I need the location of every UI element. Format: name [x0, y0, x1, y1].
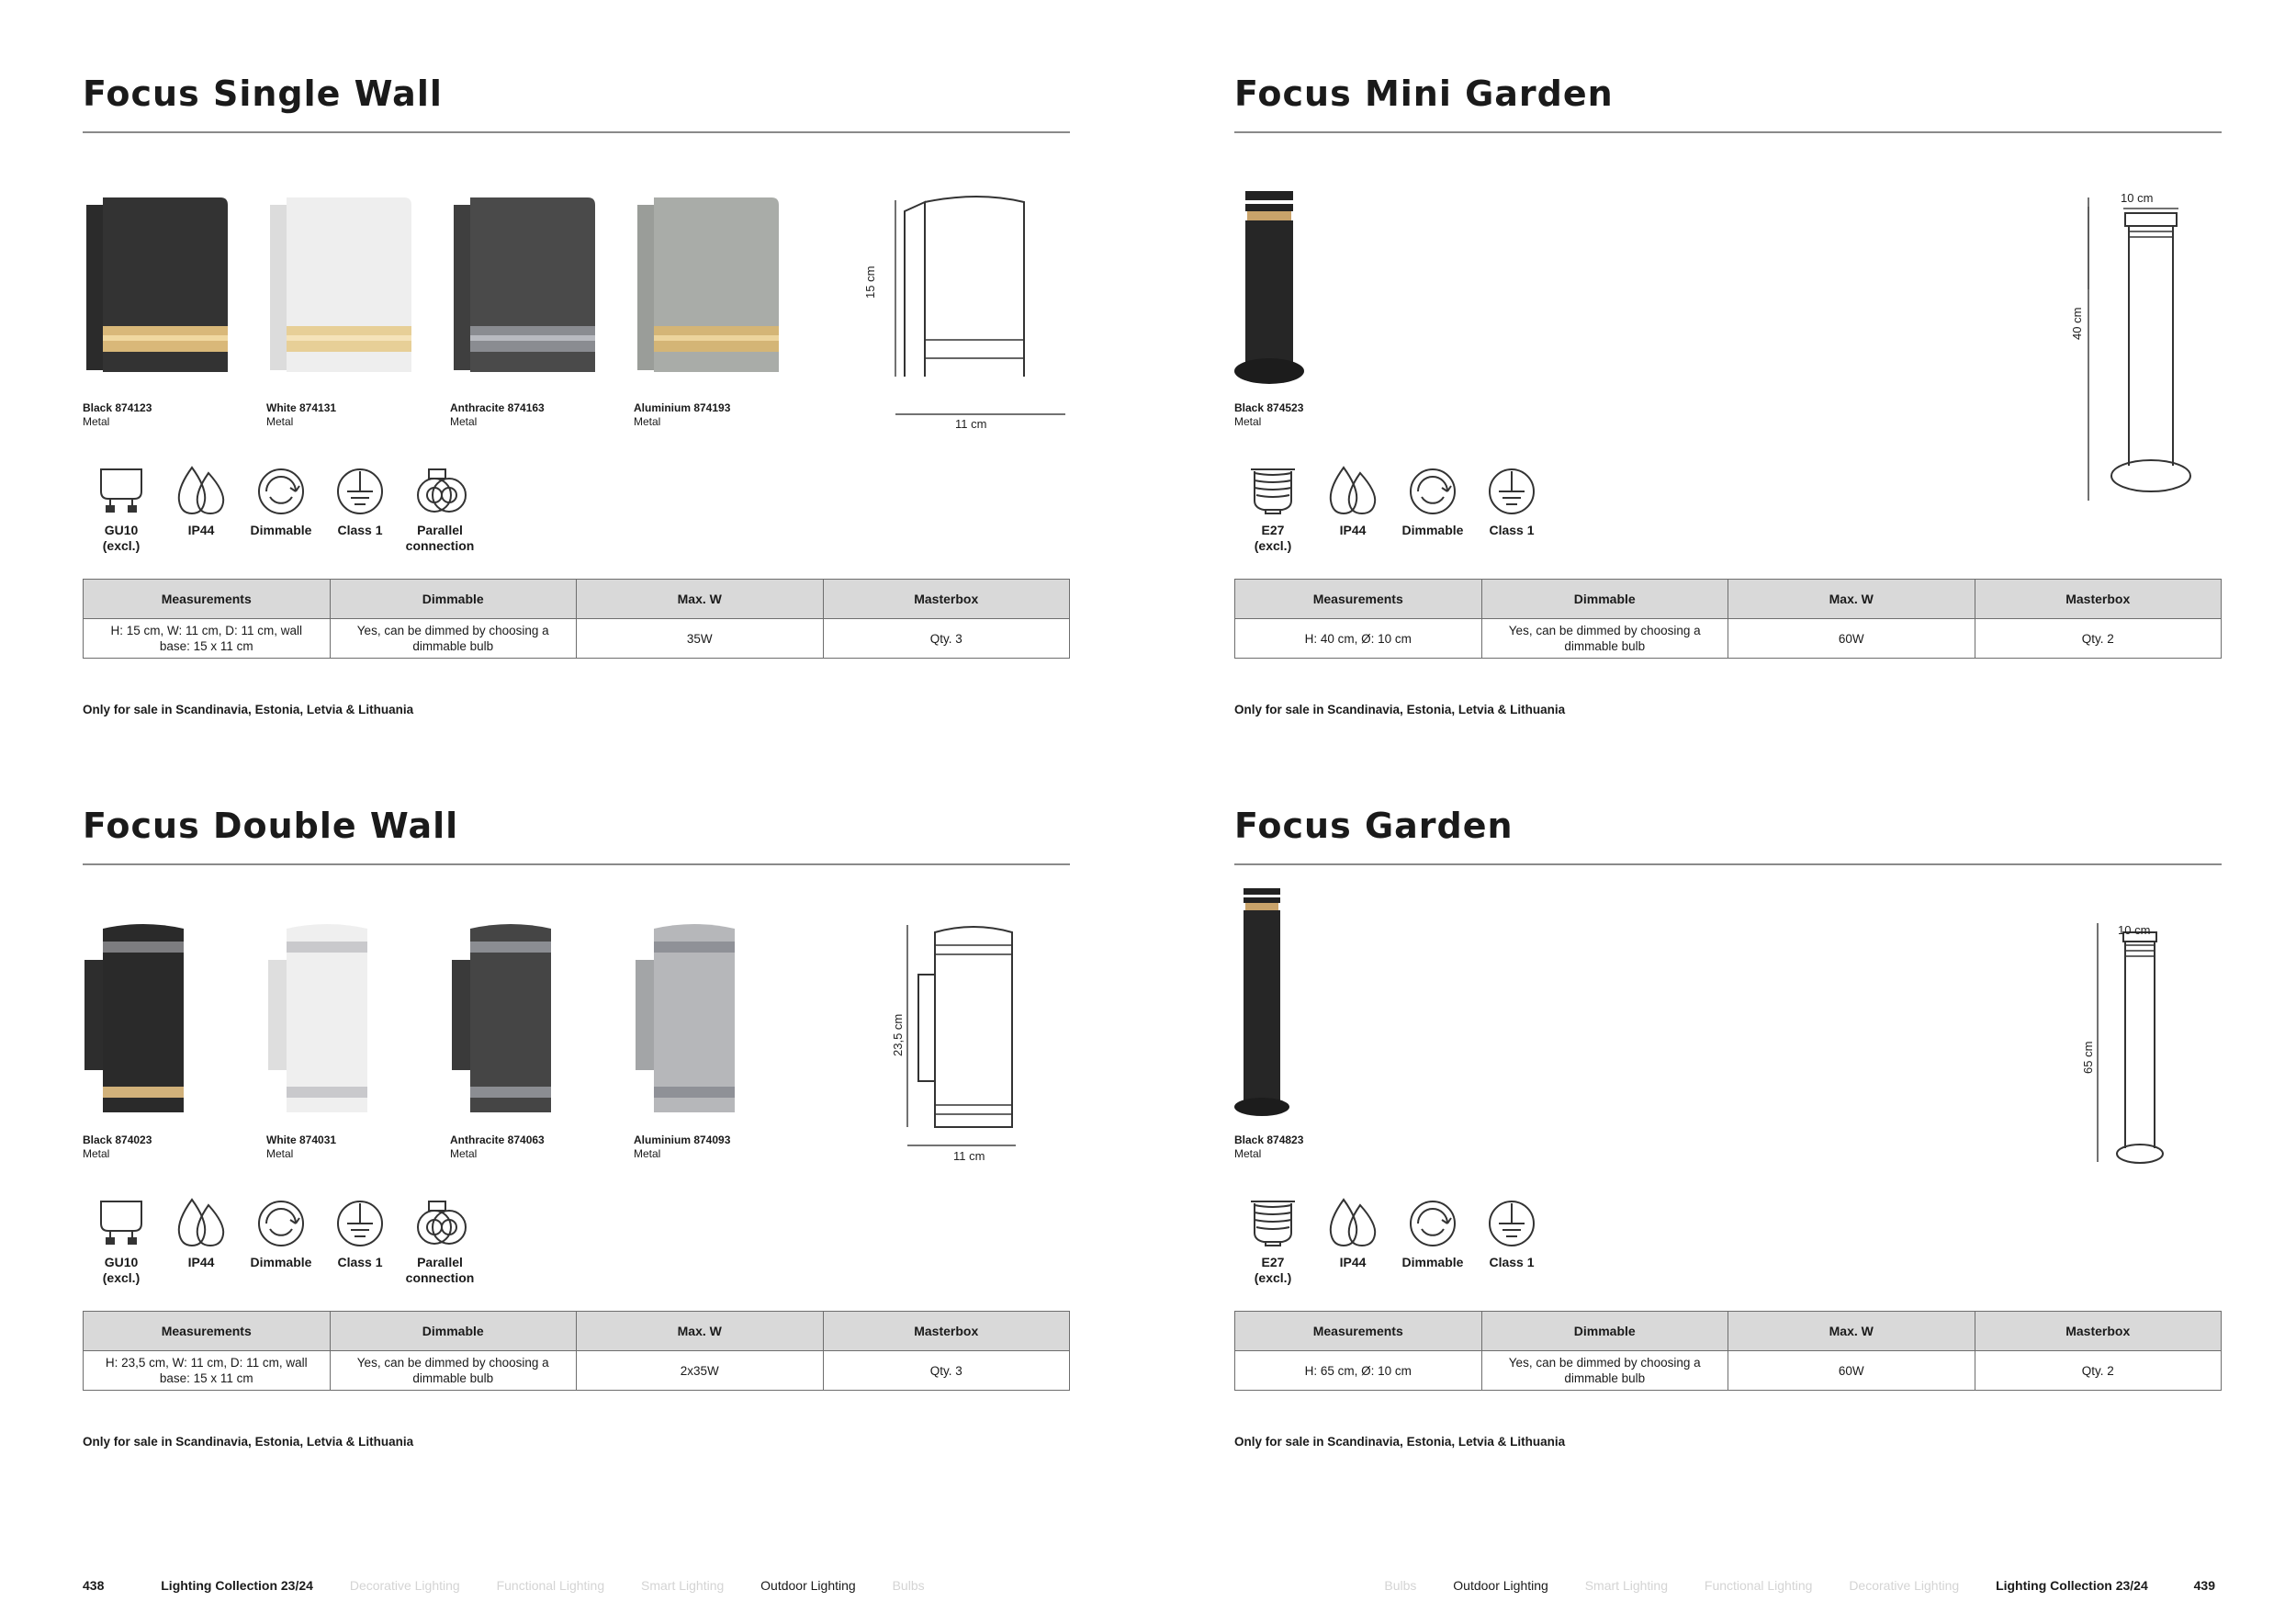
section-title: Focus Mini Garden — [1234, 73, 1614, 114]
product-image-white — [268, 924, 367, 1112]
dimmable-icon — [253, 1196, 309, 1249]
table-cell: Yes, can be dimmed by choosing a dimmable bulb — [330, 1351, 577, 1391]
product-images — [83, 197, 928, 381]
table-header: Masterbox — [823, 580, 1070, 619]
table-cell: 60W — [1728, 619, 1975, 659]
table-cell: 35W — [577, 619, 824, 659]
dim-height-label: 15 cm — [863, 265, 877, 299]
table-row — [84, 619, 1070, 659]
table-cell: H: 15 cm, W: 11 cm, D: 11 cm, wall base: 15 x 11 cm — [84, 619, 331, 659]
gu10-socket-icon — [94, 464, 149, 517]
feature-class1 — [1475, 464, 1548, 538]
table-cell: H: 23,5 cm, W: 11 cm, D: 11 cm, wall base: 15 x 11 cm — [84, 1351, 331, 1391]
feature-label: Class 1 — [337, 523, 383, 537]
collection-title: Lighting Collection 23/24 — [161, 1578, 313, 1593]
product-material: Metal — [83, 415, 110, 428]
table-row — [84, 1351, 1070, 1391]
nav-link-smart[interactable]: Smart Lighting — [641, 1578, 725, 1593]
table-header-row — [1235, 580, 2222, 619]
feature-ip44 — [164, 1196, 238, 1270]
dim-width-label: 11 cm — [955, 417, 987, 431]
product-material: Metal — [450, 415, 478, 428]
table-header: Dimmable — [1481, 580, 1728, 619]
table-cell: H: 40 cm, Ø: 10 cm — [1235, 619, 1482, 659]
feature-e27 — [1236, 464, 1310, 554]
collection-title: Lighting Collection 23/24 — [1996, 1578, 2148, 1593]
table-header: Dimmable — [1481, 1312, 1728, 1351]
section-title: Focus Double Wall — [83, 806, 459, 846]
feature-label: Dimmable — [1401, 523, 1464, 537]
feature-label: IP44 — [1339, 523, 1367, 537]
sale-note: Only for sale in Scandinavia, Estonia, Letvia & Lithuania — [1234, 703, 1566, 716]
feature-label: GU10 (excl.) — [102, 523, 141, 553]
nav-link-outdoor[interactable]: Outdoor Lighting — [1453, 1578, 1548, 1593]
feature-dimmable — [244, 464, 318, 538]
title-divider — [1234, 863, 2222, 865]
table-header: Measurements — [1235, 1312, 1482, 1351]
feature-gu10 — [84, 1196, 158, 1286]
table-cell: Yes, can be dimmed by choosing a dimmable bulb — [1481, 619, 1728, 659]
product-name: White 874031 — [266, 1133, 337, 1146]
product-name: Aluminium 874093 — [634, 1133, 731, 1146]
nav-link-smart[interactable]: Smart Lighting — [1584, 1578, 1668, 1593]
product-item — [83, 401, 152, 429]
spec-table — [83, 579, 1070, 659]
nav-link-functional[interactable]: Functional Lighting — [1704, 1578, 1813, 1593]
section-title: Focus Garden — [1234, 806, 1514, 846]
product-name: White 874131 — [266, 401, 337, 414]
feature-label: Dimmable — [1401, 1255, 1464, 1269]
product-material: Metal — [1234, 415, 1262, 428]
feature-ip44 — [1316, 464, 1390, 538]
feature-dimmable — [244, 1196, 318, 1270]
nav-link-decorative[interactable]: Decorative Lighting — [1849, 1578, 1960, 1593]
product-name: Black 874123 — [83, 401, 152, 414]
sale-note: Only for sale in Scandinavia, Estonia, Letvia & Lithuania — [83, 1435, 414, 1449]
table-header: Max. W — [1728, 1312, 1975, 1351]
table-header: Masterbox — [1975, 1312, 2222, 1351]
table-header: Max. W — [577, 580, 824, 619]
product-item — [634, 401, 730, 429]
feature-parallel — [403, 464, 477, 554]
table-row — [1235, 619, 2222, 659]
table-header: Measurements — [1235, 580, 1482, 619]
table-cell: Qty. 3 — [823, 619, 1070, 659]
feature-class1 — [1475, 1196, 1548, 1270]
feature-label: E27 (excl.) — [1254, 523, 1292, 553]
dim-width-label: 10 cm — [2121, 191, 2154, 205]
table-header-row — [84, 580, 1070, 619]
footer-left — [83, 1578, 958, 1593]
product-material: Metal — [1234, 1147, 1262, 1160]
product-item — [450, 1133, 545, 1161]
table-cell: H: 65 cm, Ø: 10 cm — [1235, 1351, 1482, 1391]
nav-link-functional[interactable]: Functional Lighting — [496, 1578, 605, 1593]
dim-height-label: 65 cm — [2081, 1041, 2095, 1074]
feature-label: GU10 (excl.) — [102, 1255, 141, 1285]
section-focus-single-wall — [83, 73, 1070, 772]
gu10-socket-icon — [94, 1196, 149, 1249]
product-item — [1234, 1133, 1303, 1161]
table-header: Max. W — [577, 1312, 824, 1351]
table-cell: Yes, can be dimmed by choosing a dimmable bulb — [1481, 1351, 1728, 1391]
table-header: Masterbox — [1975, 580, 2222, 619]
page-number: 438 — [83, 1578, 105, 1593]
parallel-connection-icon — [412, 1196, 467, 1249]
spec-table — [1234, 1311, 2222, 1391]
feature-label: Class 1 — [1489, 523, 1535, 537]
page-number: 439 — [2193, 1578, 2215, 1593]
product-name: Black 874023 — [83, 1133, 152, 1146]
product-image-anthracite — [452, 924, 551, 1112]
feature-ip44 — [1316, 1196, 1390, 1270]
class1-earth-icon — [1484, 464, 1539, 517]
feature-class1 — [323, 464, 397, 538]
table-header: Masterbox — [823, 1312, 1070, 1351]
ip44-drops-icon — [174, 1196, 229, 1249]
class1-earth-icon — [332, 1196, 388, 1249]
product-image-black — [1234, 191, 1326, 384]
feature-e27 — [1236, 1196, 1310, 1286]
dimmable-icon — [1405, 464, 1460, 517]
technical-drawing — [2088, 923, 2199, 1171]
footer-right — [1384, 1578, 2215, 1593]
product-material: Metal — [266, 415, 294, 428]
sale-note: Only for sale in Scandinavia, Estonia, Letvia & Lithuania — [1234, 1435, 1566, 1449]
table-header: Max. W — [1728, 580, 1975, 619]
spec-table — [83, 1311, 1070, 1391]
table-header: Dimmable — [330, 580, 577, 619]
dim-height-label: 40 cm — [2070, 307, 2084, 340]
class1-earth-icon — [332, 464, 388, 517]
feature-label: IP44 — [187, 523, 215, 537]
product-material: Metal — [83, 1147, 110, 1160]
feature-label: Dimmable — [250, 1255, 312, 1269]
ip44-drops-icon — [174, 464, 229, 517]
product-name: Aluminium 874193 — [634, 401, 731, 414]
feature-ip44 — [164, 464, 238, 538]
dim-width-line — [907, 1143, 1016, 1148]
section-focus-double-wall — [83, 806, 1070, 1504]
table-cell: 60W — [1728, 1351, 1975, 1391]
product-material: Metal — [634, 1147, 661, 1160]
feature-label: IP44 — [1339, 1255, 1367, 1269]
feature-label: Dimmable — [250, 523, 312, 537]
table-header: Measurements — [84, 1312, 331, 1351]
product-item — [83, 1133, 152, 1161]
table-header: Dimmable — [330, 1312, 577, 1351]
product-images — [83, 923, 928, 1116]
dim-width-label: 10 cm — [2118, 923, 2151, 937]
ip44-drops-icon — [1325, 464, 1380, 517]
product-image-anthracite — [454, 197, 595, 372]
table-cell: Yes, can be dimmed by choosing a dimmable bulb — [330, 619, 577, 659]
product-name: Black 874823 — [1234, 1133, 1304, 1146]
title-divider — [83, 131, 1070, 133]
dim-width-label: 11 cm — [953, 1149, 985, 1163]
technical-drawing — [868, 193, 1070, 377]
feature-class1 — [323, 1196, 397, 1270]
feature-dimmable — [1396, 1196, 1469, 1270]
product-image-aluminium — [636, 924, 735, 1112]
feature-label: Class 1 — [337, 1255, 383, 1269]
e27-socket-icon — [1245, 1196, 1300, 1249]
table-header-row — [84, 1312, 1070, 1351]
title-divider — [83, 863, 1070, 865]
feature-gu10 — [84, 464, 158, 554]
product-item — [266, 1133, 336, 1161]
e27-socket-icon — [1245, 464, 1300, 517]
section-title: Focus Single Wall — [83, 73, 443, 114]
title-divider — [1234, 131, 2222, 133]
product-name: Black 874523 — [1234, 401, 1304, 414]
product-item — [1234, 401, 1303, 429]
product-image-aluminium — [637, 197, 779, 372]
product-material: Metal — [266, 1147, 294, 1160]
product-item — [266, 401, 336, 429]
spec-table — [1234, 579, 2222, 659]
feature-label: Parallel connection — [405, 1255, 475, 1285]
product-name: Anthracite 874163 — [450, 401, 545, 414]
feature-parallel — [403, 1196, 477, 1286]
table-row — [1235, 1351, 2222, 1391]
feature-label: Parallel connection — [405, 523, 475, 553]
feature-dimmable — [1396, 464, 1469, 538]
table-cell: Qty. 2 — [1975, 619, 2222, 659]
table-header: Measurements — [84, 580, 331, 619]
technical-drawing — [2079, 197, 2226, 501]
technical-drawing — [891, 923, 1038, 1134]
nav-link-decorative[interactable]: Decorative Lighting — [349, 1578, 460, 1593]
product-image-white — [270, 197, 411, 372]
section-focus-mini-garden — [1234, 73, 2222, 772]
table-header-row — [1235, 1312, 2222, 1351]
product-material: Metal — [450, 1147, 478, 1160]
class1-earth-icon — [1484, 1196, 1539, 1249]
nav-link-bulbs[interactable]: Bulbs — [892, 1578, 925, 1593]
feature-label: E27 (excl.) — [1254, 1255, 1292, 1285]
dim-height-label: 23,5 cm — [891, 1013, 905, 1056]
ip44-drops-icon — [1325, 1196, 1380, 1249]
feature-label: IP44 — [187, 1255, 215, 1269]
nav-link-bulbs[interactable]: Bulbs — [1384, 1578, 1417, 1593]
dimmable-icon — [253, 464, 309, 517]
product-item — [634, 1133, 730, 1161]
product-image-black — [1234, 888, 1308, 1118]
section-focus-garden — [1234, 806, 2222, 1504]
nav-link-outdoor[interactable]: Outdoor Lighting — [760, 1578, 856, 1593]
sale-note: Only for sale in Scandinavia, Estonia, Letvia & Lithuania — [83, 703, 414, 716]
product-material: Metal — [634, 415, 661, 428]
dimmable-icon — [1405, 1196, 1460, 1249]
product-item — [450, 401, 545, 429]
product-image-black — [86, 197, 228, 372]
table-cell: 2x35W — [577, 1351, 824, 1391]
parallel-connection-icon — [412, 464, 467, 517]
product-name: Anthracite 874063 — [450, 1133, 545, 1146]
feature-label: Class 1 — [1489, 1255, 1535, 1269]
table-cell: Qty. 3 — [823, 1351, 1070, 1391]
product-image-black — [84, 924, 184, 1112]
table-cell: Qty. 2 — [1975, 1351, 2222, 1391]
